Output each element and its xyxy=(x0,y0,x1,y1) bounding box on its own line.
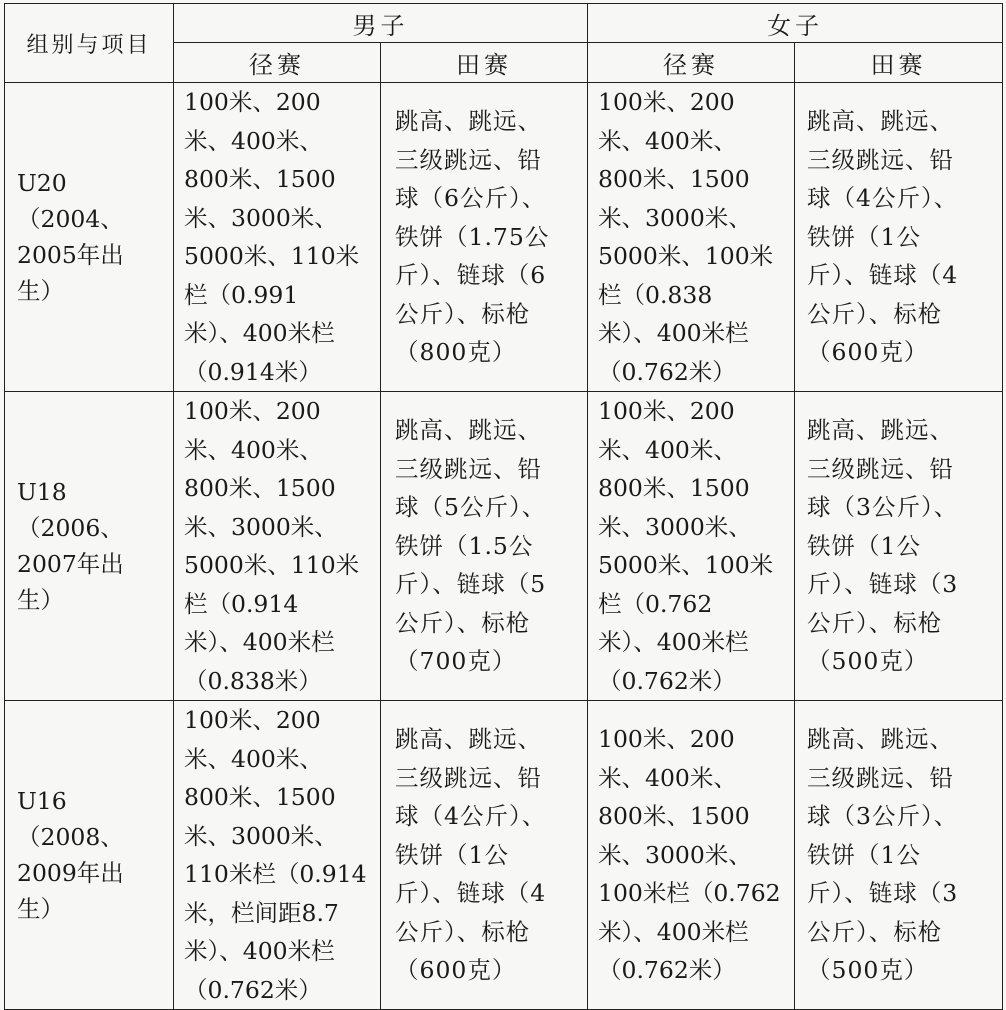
table-row-u16 xyxy=(5,701,1003,1010)
women-field-events: 跳高、跳远、 三级跳远、铅 球（3公斤）、 铁饼（1公 斤）、链球（3 公斤）、标枪 （500克） xyxy=(807,725,959,985)
men-field-events: 跳高、跳远、 三级跳远、铅 球（4公斤）、 铁饼（1公 斤）、链球（4 公斤）、标枪 （600克） xyxy=(395,725,547,985)
men-track-events: 100米、200 米、400米、 800米、1500 米、3000米、 5000米、110米 栏（0.991 米）、400米栏 （0.914米） xyxy=(184,88,360,386)
men-track-cell xyxy=(174,83,381,392)
header-row-gender xyxy=(5,4,1003,43)
corner-header: 组别与项目 xyxy=(5,4,174,83)
women-header: 女子 xyxy=(588,4,1003,43)
women-track-cell xyxy=(588,701,795,1010)
women-field-events: 跳高、跳远、 三级跳远、铅 球（3公斤）、 铁饼（1公 斤）、链球（3 公斤）、标枪 （500克） xyxy=(807,416,959,676)
men-track-header: 径赛 xyxy=(174,43,381,83)
men-field-cell xyxy=(381,392,588,701)
table-row-u18 xyxy=(5,392,1003,701)
men-track-cell xyxy=(174,701,381,1010)
men-field-events: 跳高、跳远、 三级跳远、铅 球（6公斤）、 铁饼（1.75公 斤）、链球（6 公斤）、标枪 （800克） xyxy=(395,107,550,367)
women-track-header: 径赛 xyxy=(588,43,795,83)
group-label: U18 （2006、 2007年出 生） xyxy=(17,478,124,614)
women-track-cell xyxy=(588,392,795,701)
women-field-events: 跳高、跳远、 三级跳远、铅 球（4公斤）、 铁饼（1公 斤）、链球（4 公斤）、标枪 （600克） xyxy=(807,107,959,367)
group-cell xyxy=(5,83,174,392)
men-track-cell xyxy=(174,392,381,701)
women-track-events: 100米、200 米、400米、 800米、1500 米、3000米、 5000米、100米 栏（0.838 米）、400米栏 （0.762米） xyxy=(598,88,774,386)
women-field-header: 田赛 xyxy=(795,43,1003,83)
women-field-cell xyxy=(795,83,1003,392)
men-field-cell xyxy=(381,701,588,1010)
group-cell xyxy=(5,392,174,701)
men-field-header: 田赛 xyxy=(381,43,588,83)
events-table xyxy=(4,3,1003,1010)
group-label: U16 （2008、 2009年出 生） xyxy=(17,787,124,923)
men-track-events: 100米、200 米、400米、 800米、1500 米、3000米、 5000米、110米 栏（0.914 米）、400米栏 （0.838米） xyxy=(184,397,360,695)
men-field-cell xyxy=(381,83,588,392)
women-track-events: 100米、200 米、400米、 800米、1500 米、3000米、 100米栏（0.762 米）、400米栏 （0.762米） xyxy=(598,725,781,985)
women-track-events: 100米、200 米、400米、 800米、1500 米、3000米、 5000米、100米 栏（0.762 米）、400米栏 （0.762米） xyxy=(598,397,774,695)
women-track-cell xyxy=(588,83,795,392)
men-field-events: 跳高、跳远、 三级跳远、铅 球（5公斤）、 铁饼（1.5公 斤）、链球（5 公斤）、标枪 （700克） xyxy=(395,416,547,676)
group-label: U20 （2004、 2005年出 生） xyxy=(17,169,124,305)
men-track-events: 100米、200 米、400米、 800米、1500 米、3000米、 110米栏（0.914 米，栏间距8.7 米）、400米栏 （0.762米） xyxy=(184,706,367,1004)
men-header: 男子 xyxy=(174,4,588,43)
group-cell xyxy=(5,701,174,1010)
women-field-cell xyxy=(795,392,1003,701)
women-field-cell xyxy=(795,701,1003,1010)
table-row-u20 xyxy=(5,83,1003,392)
